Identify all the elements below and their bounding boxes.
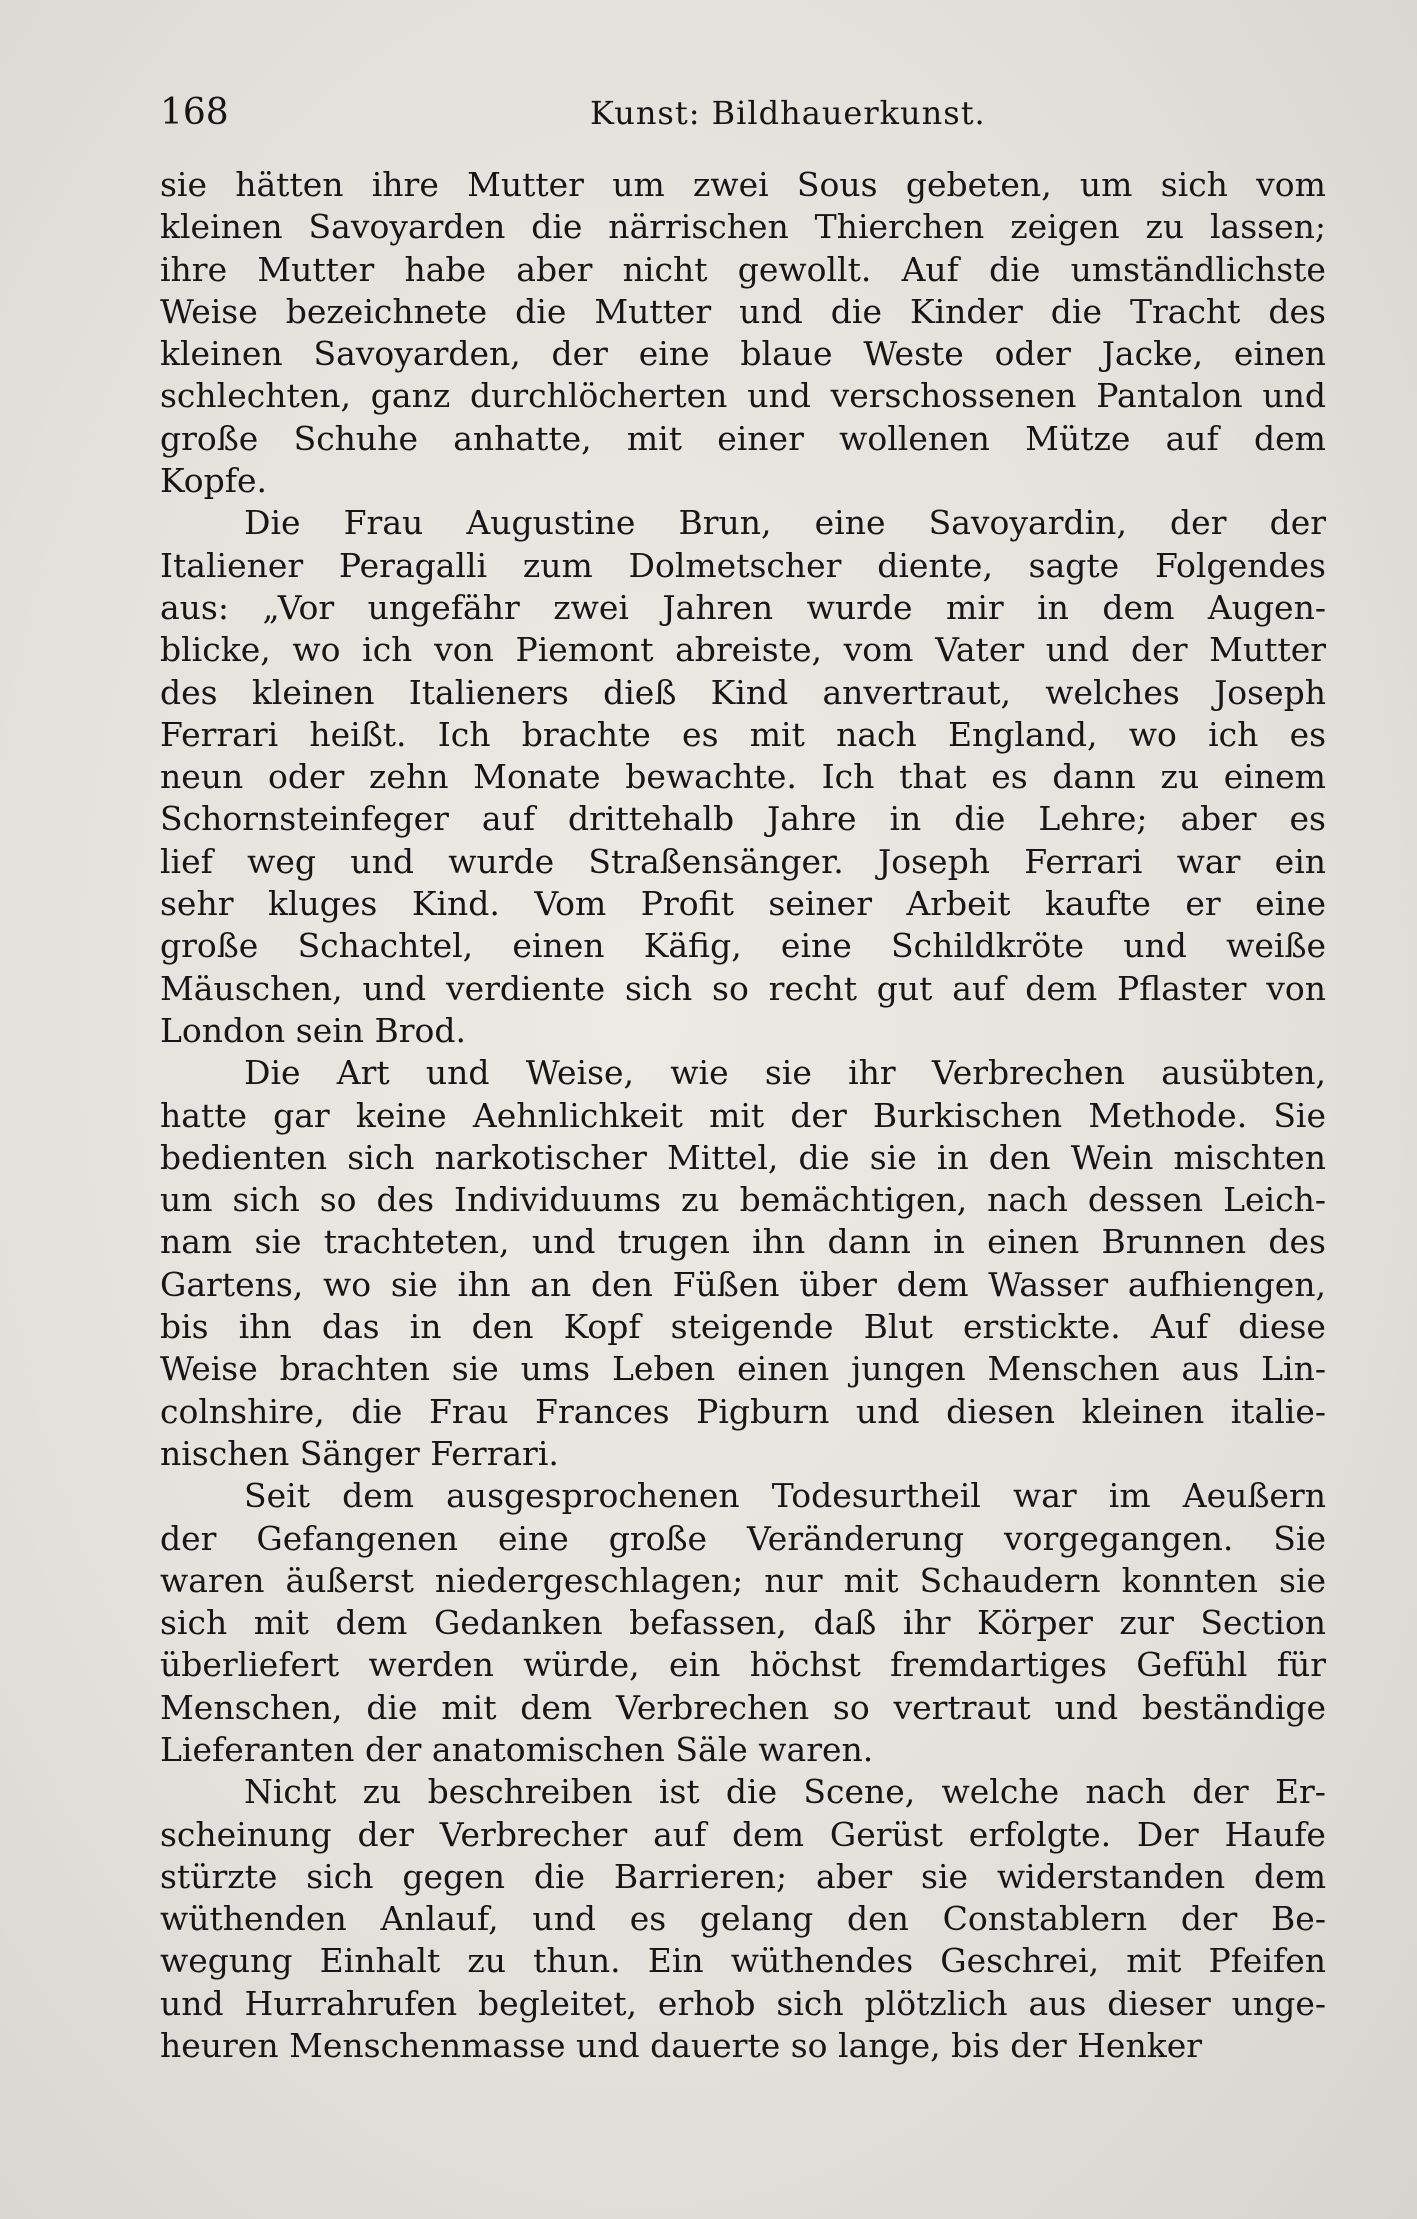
- text-line: Ferrari heißt. Ich brachte es mit nach England, wo ich es: [160, 714, 1326, 754]
- paragraph: [160, 1771, 1326, 2067]
- text-line: Menschen, die mit dem Verbrechen so vertraut und beständige: [160, 1687, 1326, 1727]
- text-line: neun oder zehn Monate bewachte. Ich that es dann zu einem: [160, 757, 1326, 797]
- text-line: Die Art und Weise, wie sie ihr Verbrechen ausübten,: [244, 1053, 1326, 1093]
- text-line: bis ihn das in den Kopf steigende Blut erstickte. Auf diese: [160, 1307, 1326, 1347]
- text-line: kleinen Savoyarden die närrischen Thierchen zeigen zu lassen;: [160, 207, 1326, 247]
- text-line: schlechten, ganz durchlöcherten und verschossenen Pantalon und: [160, 376, 1326, 416]
- text-line: große Schuhe anhatte, mit einer wollenen Mütze auf dem: [160, 418, 1326, 458]
- running-head: Kunst: Bildhauerkunst.: [590, 94, 986, 132]
- text-line: Weise brachten sie ums Leben einen jungen Menschen aus Lin-: [160, 1349, 1326, 1389]
- text-line: der Gefangenen eine große Veränderung vorgegangen. Sie: [160, 1518, 1326, 1558]
- text-line: große Schachtel, einen Käfig, eine Schildkröte und weiße: [160, 926, 1326, 966]
- paragraph: [160, 502, 1326, 1052]
- text-line: Italiener Peragalli zum Dolmetscher diente, sagte Folgendes: [160, 545, 1326, 585]
- text-line: lief weg und wurde Straßensänger. Joseph Ferrari war ein: [160, 841, 1326, 881]
- page-number: 168: [160, 92, 229, 133]
- text-line: aus: „Vor ungefähr zwei Jahren wurde mir in dem Augen-: [160, 587, 1326, 627]
- paragraph: [160, 1475, 1326, 1771]
- text-line: Lieferanten der anatomischen Säle waren.: [160, 1729, 874, 1769]
- text-line: des kleinen Italieners dieß Kind anvertraut, welches Joseph: [160, 672, 1326, 712]
- text-line: Mäuschen, und verdiente sich so recht gut auf dem Pflaster von: [160, 968, 1326, 1008]
- text-line: sehr kluges Kind. Vom Profit seiner Arbeit kaufte er eine: [160, 884, 1326, 924]
- paragraph: [160, 1052, 1326, 1475]
- text-line: Die Frau Augustine Brun, eine Savoyardin, der der: [244, 503, 1326, 543]
- text-line: nischen Sänger Ferrari.: [160, 1433, 559, 1473]
- text-line: blicke, wo ich von Piemont abreiste, vom Vater und der Mutter: [160, 630, 1326, 670]
- text-line: waren äußerst niedergeschlagen; nur mit Schaudern konnten sie: [160, 1560, 1326, 1600]
- text-line: stürzte sich gegen die Barrieren; aber sie widerstanden dem: [160, 1856, 1326, 1896]
- text-line: bedienten sich narkotischer Mittel, die sie in den Wein mischten: [160, 1137, 1326, 1177]
- text-line: sich mit dem Gedanken befassen, daß ihr Körper zur Section: [160, 1603, 1326, 1643]
- text-line: colnshire, die Frau Frances Pigburn und diesen kleinen italie-: [160, 1391, 1326, 1431]
- text-line: und Hurrahrufen begleitet, erhob sich plötzlich aus dieser unge-: [160, 1983, 1326, 2023]
- text-line: überliefert werden würde, ein höchst fremdartiges Gefühl für: [160, 1645, 1326, 1685]
- text-line: Kopfe.: [160, 461, 267, 501]
- text-line: Weise bezeichnete die Mutter und die Kinder die Tracht des: [160, 291, 1326, 331]
- text-line: Schornsteinfeger auf drittehalb Jahre in die Lehre; aber es: [160, 799, 1326, 839]
- text-line: wegung Einhalt zu thun. Ein wüthendes Geschrei, mit Pfeifen: [160, 1941, 1326, 1981]
- text-line: sie hätten ihre Mutter um zwei Sous gebeten, um sich vom: [160, 165, 1326, 204]
- text-line: London sein Brod.: [160, 1010, 467, 1050]
- text-line: hatte gar keine Aehnlichkeit mit der Burkischen Methode. Sie: [160, 1095, 1326, 1135]
- text-line: heuren Menschenmasse und dauerte so lange, bis der Henker: [160, 2026, 1203, 2066]
- text-line: Nicht zu beschreiben ist die Scene, welche nach der Er-: [244, 1772, 1326, 1812]
- text-line: scheinung der Verbrecher auf dem Gerüst erfolgte. Der Haufe: [160, 1814, 1326, 1854]
- page-header: [160, 88, 1326, 138]
- paragraph: [160, 164, 1326, 502]
- body-text: [160, 164, 1326, 2067]
- text-line: ihre Mutter habe aber nicht gewollt. Auf die umständlichste: [160, 249, 1326, 289]
- text-line: wüthenden Anlauf, und es gelang den Constablern der Be-: [160, 1899, 1326, 1939]
- text-line: Seit dem ausgesprochenen Todesurtheil war im Aeußern: [244, 1476, 1326, 1516]
- text-line: Gartens, wo sie ihn an den Füßen über dem Wasser aufhiengen,: [160, 1264, 1326, 1304]
- text-line: um sich so des Individuums zu bemächtigen, nach dessen Leich-: [160, 1180, 1326, 1220]
- text-line: nam sie trachteten, und trugen ihn dann in einen Brunnen des: [160, 1222, 1326, 1262]
- text-line: kleinen Savoyarden, der eine blaue Weste oder Jacke, einen: [160, 334, 1326, 374]
